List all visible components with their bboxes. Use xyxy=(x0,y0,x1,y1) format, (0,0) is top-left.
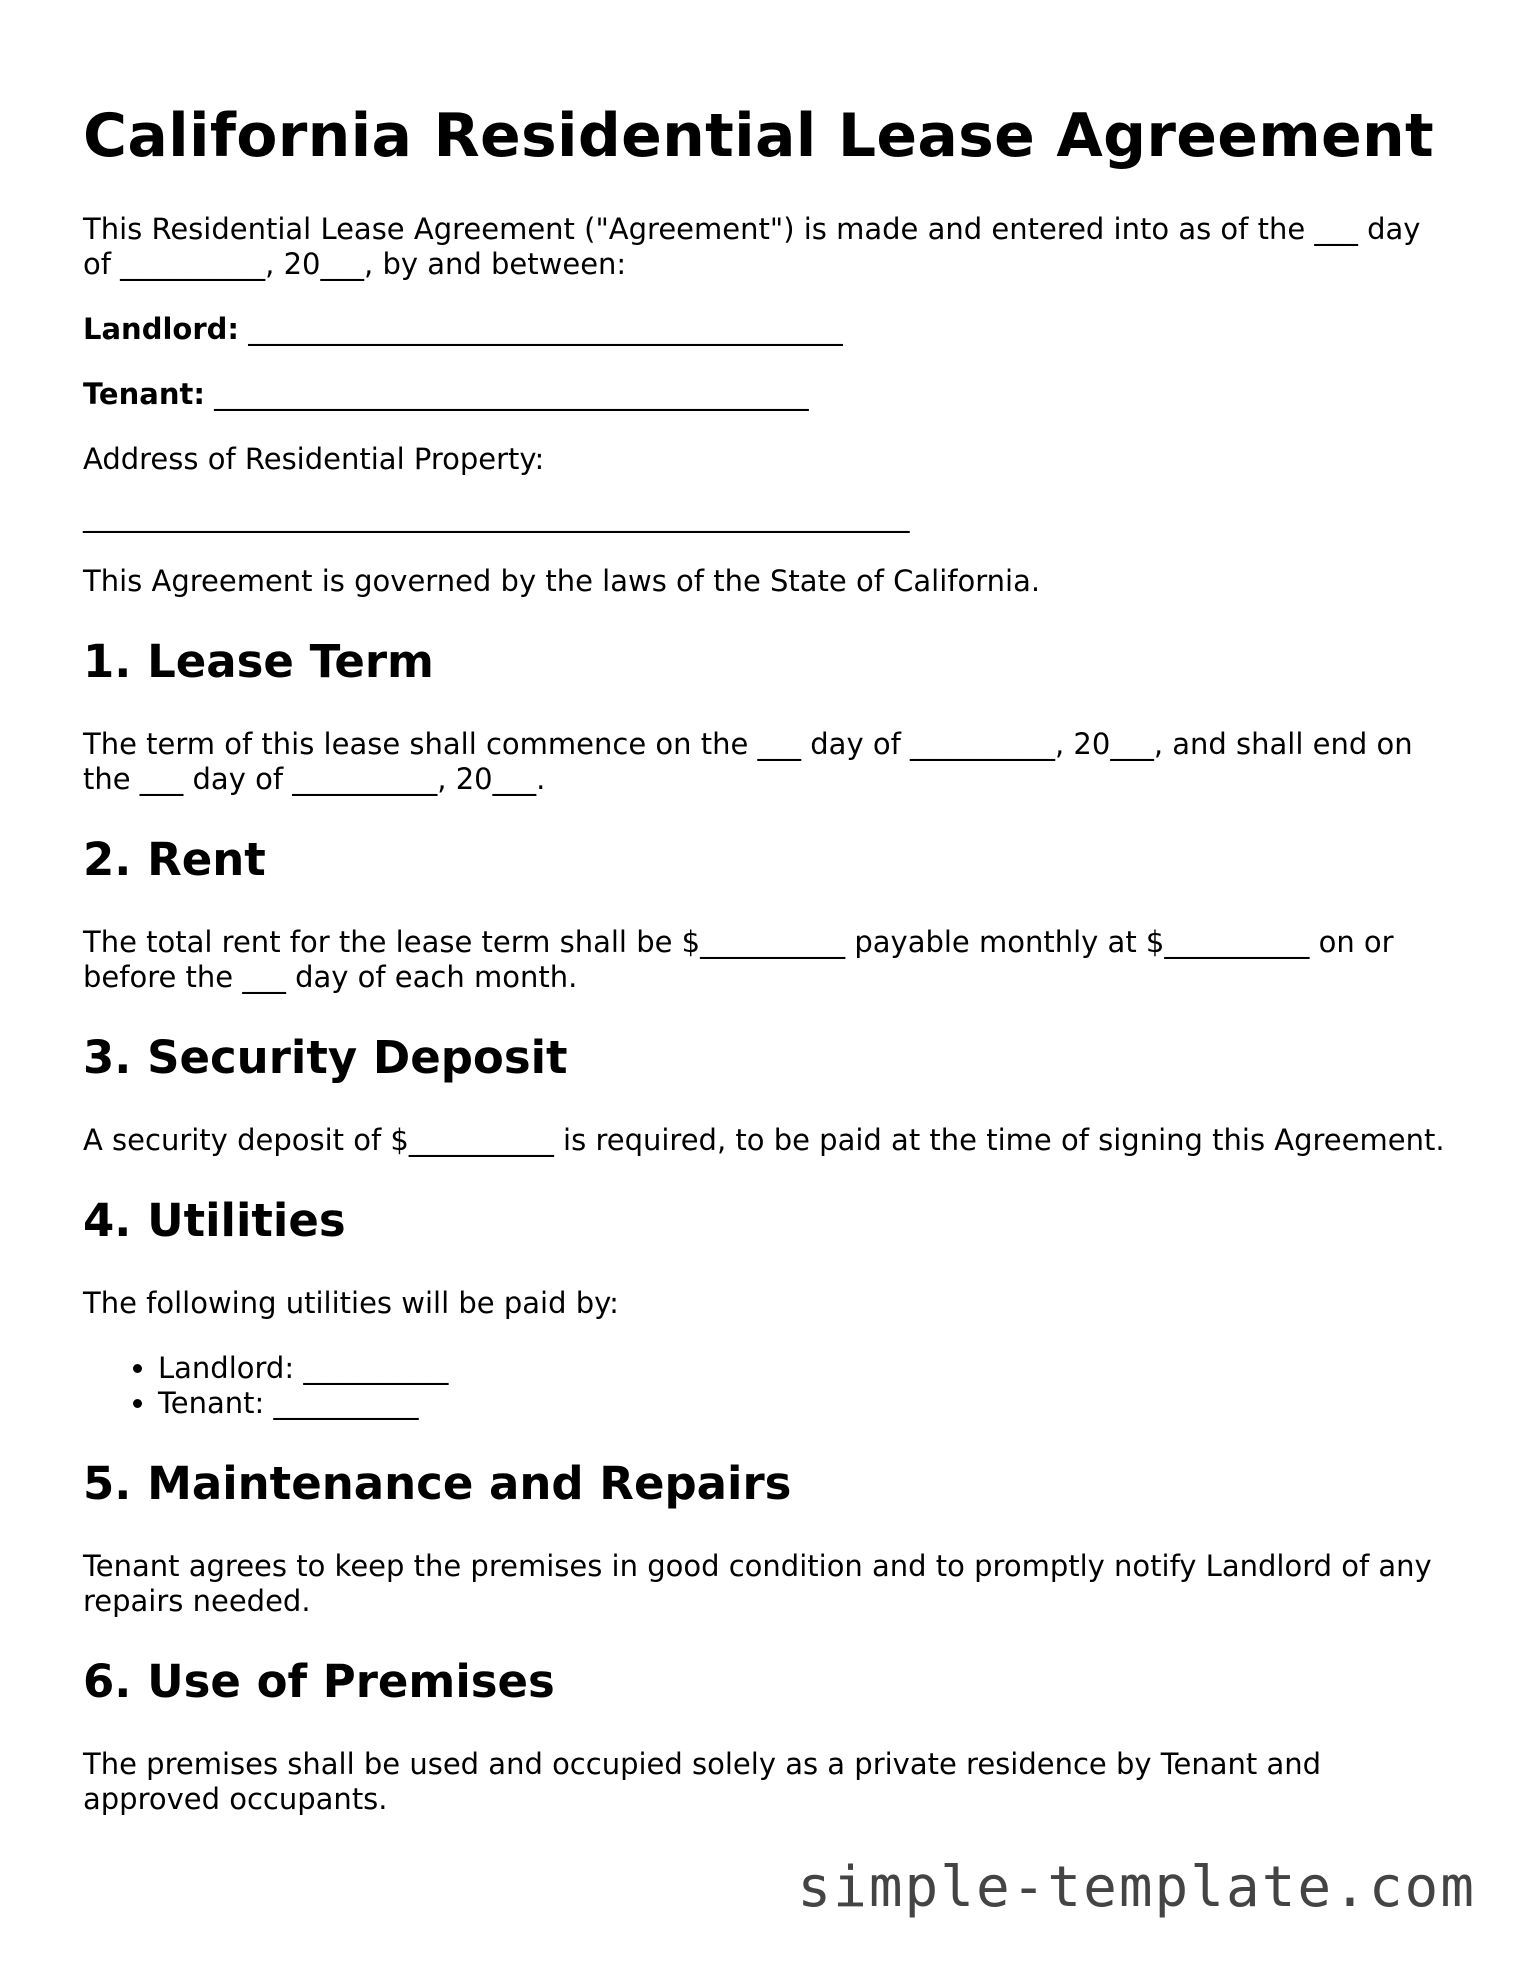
intro-paragraph: This Residential Lease Agreement ("Agreement") is made and entered into as of the ___ day of __________, 20___, by and between: xyxy=(83,212,1421,281)
landlord-field xyxy=(83,312,1453,347)
section-text-rent: The total rent for the lease term shall be $__________ payable monthly at $__________ on or before the ___ day of each month. xyxy=(83,925,1394,994)
section-heading-maintenance: 5. Maintenance and Repairs xyxy=(83,1457,792,1510)
section-heading-utilities: 4. Utilities xyxy=(83,1194,346,1247)
section-text-security-deposit: A security deposit of $__________ is required, to be paid at the time of signing this Agreement. xyxy=(83,1123,1445,1157)
section-text-utilities: The following utilities will be paid by: xyxy=(83,1286,619,1320)
section-heading-security-deposit: 3. Security Deposit xyxy=(83,1031,568,1084)
watermark: simple-template.com xyxy=(797,1855,1476,1920)
governing-law-paragraph: This Agreement is governed by the laws of the State of California. xyxy=(83,564,1041,598)
utilities-list xyxy=(83,1351,1453,1421)
section-heading-rent: 2. Rent xyxy=(83,833,266,886)
document-title: California Residential Lease Agreement xyxy=(83,101,1435,171)
section-heading-lease-term: 1. Lease Term xyxy=(83,635,434,688)
address-label: Address of Residential Property: xyxy=(83,442,545,476)
section-heading-use-of-premises: 6. Use of Premises xyxy=(83,1655,555,1708)
landlord-blank: _________________________________________ xyxy=(248,312,843,346)
list-item: • Landlord: __________ xyxy=(158,1351,1453,1386)
address-blank: _________________________________________________________ xyxy=(83,499,910,533)
landlord-label: Landlord: xyxy=(83,312,239,346)
tenant-label: Tenant: xyxy=(83,377,205,411)
section-text-lease-term: The term of this lease shall commence on the ___ day of __________, 20___, and shall end on the ___ day of __________, 20___. xyxy=(83,727,1413,796)
list-item: • Tenant: __________ xyxy=(158,1386,1453,1421)
section-text-maintenance: Tenant agrees to keep the premises in good condition and to promptly notify Landlord of any repairs needed. xyxy=(83,1549,1432,1618)
tenant-blank: _________________________________________ xyxy=(214,377,809,411)
document-page xyxy=(83,100,1453,1847)
section-text-use-of-premises: The premises shall be used and occupied solely as a private residence by Tenant and approved occupants. xyxy=(83,1747,1322,1816)
tenant-field xyxy=(83,377,1453,412)
